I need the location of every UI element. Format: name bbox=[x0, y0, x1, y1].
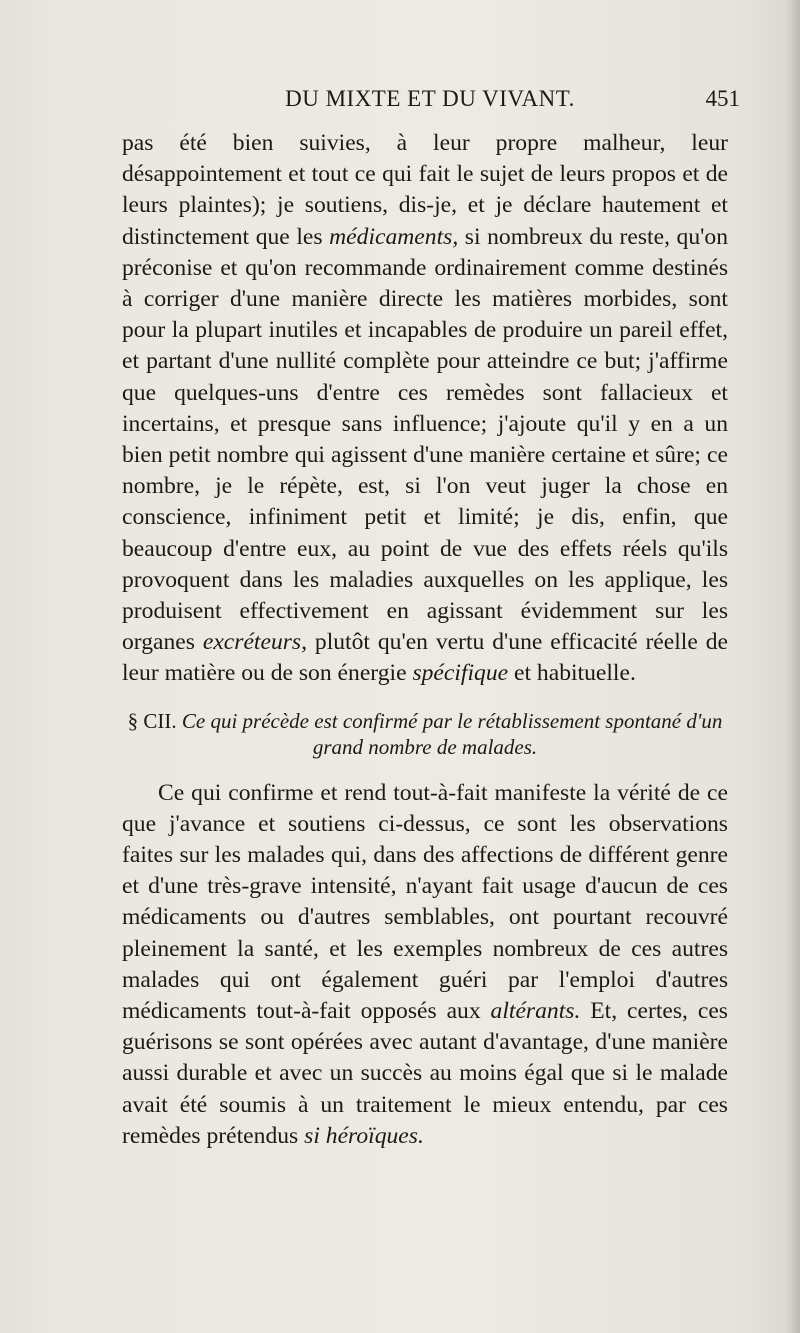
paragraph-1-text-c: plutôt qu'en vertu d'une efficacité réelle de leur matière ou de son énergie bbox=[122, 629, 728, 687]
page-edge-shadow bbox=[786, 0, 800, 1333]
paragraph-1-text-d: et habituelle. bbox=[508, 660, 636, 687]
running-title: DU MIXTE ET DU VIVANT. bbox=[285, 86, 575, 111]
body-text bbox=[122, 128, 728, 1152]
paragraph-1 bbox=[122, 128, 728, 690]
paragraph-1-text-b: si nombreux du reste, qu'on préconise et qu'on recommande ordinairement comme destinés à corriger d'une manière directe les matières morbides, sont pour la plupart inutiles et incapables de produire un pareil effet, et partant d'une nullité complète pour atteindre ce but; j'affirme que quelques-uns d'entre ces remèdes sont fallacieux et incertains, et presque sans influence; j'ajoute qu'il y en a un bien petit nombre qui agissent d'une manière certaine et sûre; ce nombre, je le répète, est, si l'on veut juger la chose en conscience, infiniment petit et limité; je dis, enfin, que beaucoup d'entre eux, au point de vue des effets réels qu'ils provoquent dans les maladies auxquelles on les applique, les produisent effectivement en agissant évidemment sur les organes bbox=[122, 223, 728, 656]
section-heading bbox=[122, 708, 728, 760]
paragraph-2-text-b: Et, certes, ces guérisons se sont opérées avec autant d'avantage, d'une manière aussi durable et avec un succès au moins égal que si le malade avait été soumis à un traitement le mieux entendu, par ces remèdes prétendus bbox=[122, 998, 728, 1149]
paragraph-2-emphasis-alterants: altérants. bbox=[490, 998, 581, 1025]
paragraph-1-text-a: pas été bien suivies, à leur propre malheur, leur désappointement et tout ce qui fait le sujet de leurs propos et de leurs plaintes); je soutiens, dis-je, et je déclare hautement et distinctement que les bbox=[122, 130, 728, 250]
paragraph-2-emphasis-si-heroiques: si héroïques. bbox=[304, 1122, 424, 1149]
section-title: Ce qui précède est confirmé par le rétablissement spontané d'un grand nombre de malades. bbox=[181, 708, 723, 759]
paragraph-2-text-a: Ce qui confirme et rend tout-à-fait manifeste la vérité de ce que j'avance et soutiens ci-dessus, ce sont les observations faites sur les malades qui, dans des affections de différent genre et d'une très-grave intensité, n'ayant fait usage d'aucun de ces médicaments ou d'autres semblables, ont pourtant recouvré pleinement la santé, et les exemples nombreux de ces autres malades qui ont également guéri par l'emploi d'autres médicaments tout-à-fait opposés aux bbox=[122, 779, 728, 1025]
paragraph-1-emphasis-excreteurs: excréteurs, bbox=[202, 629, 307, 656]
paragraph-2 bbox=[122, 778, 728, 1152]
paragraph-1-emphasis-medicaments: médicaments, bbox=[329, 223, 459, 250]
page-number: 451 bbox=[705, 86, 740, 111]
section-number: § CII. bbox=[127, 708, 177, 733]
page-header bbox=[120, 86, 740, 122]
paragraph-1-emphasis-specifique: spécifique bbox=[412, 660, 509, 687]
